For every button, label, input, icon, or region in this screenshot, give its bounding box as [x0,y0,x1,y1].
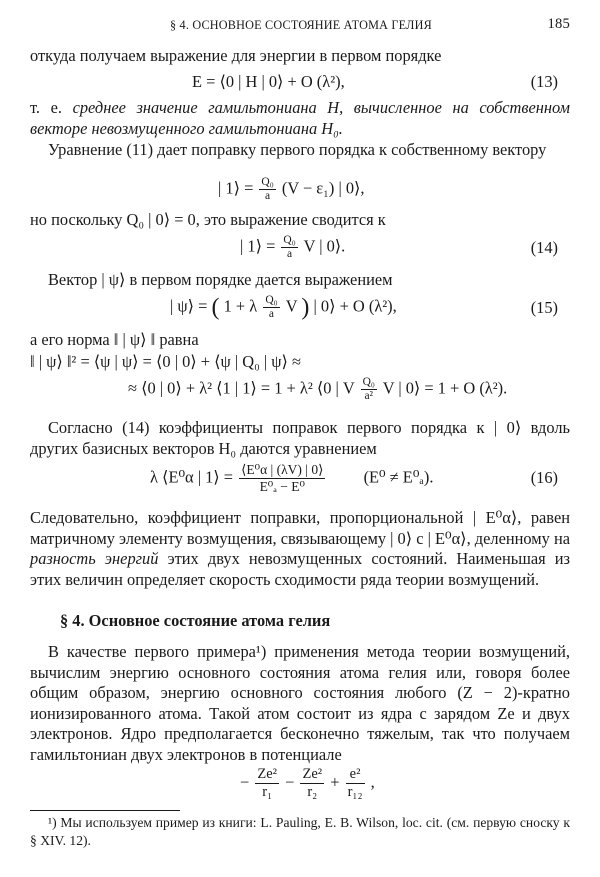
fraction-numerator: Q₀ [362,376,375,388]
equation-15 [30,294,570,328]
equation-rhs: | 0⟩ + O (λ²), [313,296,397,316]
fraction-q0-over-a [281,234,297,261]
paragraph-psi-vector: Вектор | ψ⟩ в первом порядке дается выражением [48,270,393,289]
plus-sign: + [330,772,340,792]
fraction-denominator: r₁₂ [347,784,363,800]
equation-16-body [150,462,433,495]
paragraph-consequence-text-before: Следовательно, коэффициент поправки, пропорциональной | E⁰α⟩, равен матричному элементу возмущения, связывающему | 0⟩ с | E⁰α⟩, деленному на [30,508,570,548]
fraction-denominator: a² [364,390,373,402]
fraction-matrix-element [239,462,325,495]
fraction-ze2-over-r2 [300,766,324,801]
fraction-q0-over-a [263,294,279,321]
fraction-numerator: Q₀ [261,176,274,188]
equation-16-number: (16) [530,468,558,487]
page-number: 185 [547,16,570,32]
equation-potential-body [240,766,375,801]
fraction-denominator: r₂ [307,784,318,800]
fraction-denominator: a [265,190,271,202]
equation-inner-left: 1 + λ [223,296,258,316]
equation-lhs: | ψ⟩ = [170,296,208,316]
paragraph-first-order-correction: Уравнение (11) дает поправку первого порядка к собственному вектору [48,140,547,159]
open-paren: ( [211,294,220,321]
fraction-numerator: ⟨E⁰α | (λV) | 0⟩ [241,462,324,477]
paragraph-reduction: но поскольку Q₀ | 0⟩ = 0, это выражение сводится к [30,210,386,229]
paragraph-consequence-italic: разность энергий [30,549,159,569]
equation-13-body: E = ⟨0 | H | 0⟩ + O (λ²), [192,72,345,91]
equation-norm-line-2 [30,376,570,410]
fraction-q0-over-a [259,176,275,203]
running-header-title: § 4. ОСНОВНОЕ СОСТОЯНИЕ АТОМА ГЕЛИЯ [170,18,432,32]
paragraph-coefficients: Согласно (14) коэффициенты поправок первого порядка к | 0⟩ вдоль других базисных векторов H₀ даются уравнением [30,418,570,458]
equation-lhs: | 1⟩ = [240,236,276,256]
minus-sign: − [240,772,250,792]
equation-rhs: (V − ε₁) | 0⟩, [281,178,365,198]
equation-first-order-vector [30,176,570,210]
equation-14 [30,234,570,268]
equation-lhs: | 1⟩ = [218,178,254,198]
equation-rhs: V | 0⟩ = 1 + O (λ²). [382,378,508,398]
fraction-q0-over-a-squared [361,376,377,403]
close-paren: ) [301,294,310,321]
fraction-numerator: Q₀ [283,234,296,246]
fraction-denominator: a [268,308,275,320]
equation-13-number: (13) [530,72,558,91]
footnote: ¹) Мы используем пример из книги: L. Pauling, E. B. Wilson, loc. cit. (см. первую сноску к § XIV. 12). [30,815,570,848]
fraction-denominator: a [287,248,293,260]
comma: , [370,772,375,792]
paragraph-mean-value-prefix: т. е. [30,98,62,117]
equation-lhs: λ ⟨E⁰α | 1⟩ = [150,467,234,487]
fraction-denominator: r₁ [262,784,273,800]
fraction-numerator: Ze² [257,766,277,782]
paragraph-mean-value-italic: среднее значение гамильтониана H, вычисленное на собственном векторе невозмущенного гамильтониана H₀. [30,98,571,138]
paragraph-consequence-text-after: этих двух невозмущенных состояний. Наименьшая из этих величин определяет скорость сходимости ряда теории возмущений. [30,549,571,589]
equation-inner-right: V [285,296,298,316]
equation-14-number: (14) [530,238,558,257]
equation-condition: (E⁰ ≠ E⁰ₐ). [363,467,434,487]
fraction-e2-over-r12 [346,766,365,801]
equation-rhs: V | 0⟩. [303,236,346,256]
footnote-divider [30,810,180,811]
section-heading: § 4. Основное состояние атома гелия [60,611,331,630]
paragraph-helium-example: В качестве первого примера¹) применения метода теории возмущений, вычислим энергию основного состояния атома гелия или, говоря более общим образом, энергию основного состояния любого (Z − 2)-кратно ионизированного атома. Такой атом состоит из ядра с зарядом Ze и двух электронов. Ядро предполагается бесконечно тяжелым, так что получаем гамильтониан двух электронов в потенциале [30,642,570,764]
fraction-numerator: e² [346,766,365,784]
fraction-numerator: Q₀ [265,294,278,306]
equation-15-number: (15) [530,298,558,317]
paragraph-mean-value [30,98,570,139]
equation-norm-line-1: ‖ | ψ⟩ ‖² = ⟨ψ | ψ⟩ = ⟨0 | 0⟩ + ⟨ψ | Q₀ | ψ⟩ ≈ [30,352,302,371]
equation-15-body [170,294,397,321]
equation-16 [30,462,570,496]
equation-14-body [240,234,345,261]
fraction-numerator: Ze² [302,766,323,782]
equation-lhs: ≈ ⟨0 | 0⟩ + λ² ⟨1 | 1⟩ = 1 + λ² ⟨0 | V [128,378,355,398]
equation-norm-line-2-body [128,376,507,403]
equation-first-order-vector-body [218,176,365,203]
fraction-denominator: E⁰ₐ − E⁰ [259,479,305,494]
paragraph-norm: а его норма ‖ | ψ⟩ ‖ равна [30,330,199,349]
equation-potential [30,766,570,806]
fraction-ze2-over-r1 [255,766,279,801]
running-header [30,14,570,34]
minus-sign: − [285,772,295,792]
paragraph-consequence [30,508,570,590]
paragraph-energy-intro: откуда получаем выражение для энергии в первом порядке [30,46,442,65]
